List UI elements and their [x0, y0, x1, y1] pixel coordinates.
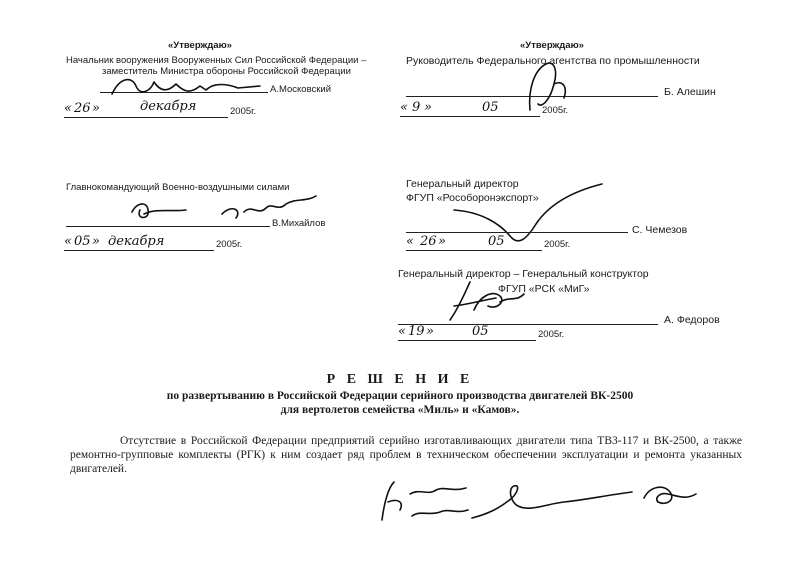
approver-position-line1: Генеральный директор: [406, 178, 519, 190]
approver-name: А. Федоров: [664, 314, 720, 326]
date-quote: »: [92, 234, 100, 249]
date-day: 26: [420, 234, 437, 249]
date-year: 2005г.: [542, 105, 569, 116]
date-day: 26: [74, 101, 91, 116]
signature-line: [406, 232, 628, 233]
date-quote: «: [406, 234, 414, 249]
approval-date: [398, 324, 598, 344]
signature-image: [468, 478, 638, 524]
date-month: 05: [472, 324, 489, 339]
approval-date: [64, 234, 284, 254]
signature-image: [640, 480, 700, 510]
approval-date: [64, 101, 264, 119]
approver-position-line2: ФГУП «Рособоронэкспорт»: [406, 192, 539, 204]
approver-name: В.Михайлов: [272, 218, 326, 229]
signature-line: [66, 226, 270, 227]
date-year: 2005г.: [544, 239, 571, 250]
approver-name: С. Чемезов: [632, 224, 688, 236]
approver-position: Руководитель Федерального агентства по промышленности: [406, 55, 700, 67]
date-day: 05: [74, 234, 91, 249]
approver-position: Главнокомандующий Военно-воздушными силами: [66, 182, 290, 193]
date-quote: »: [92, 101, 100, 116]
date-year: 2005г.: [230, 106, 257, 117]
date-day: 9: [412, 100, 421, 115]
date-quote: «: [400, 100, 408, 115]
signature-image: [440, 276, 530, 326]
approver-position-line1: Генеральный директор – Генеральный конструктор: [398, 268, 649, 280]
decision-subtitle-line1: по развертыванию в Российской Федерации серийного производства двигателей ВК-2500: [166, 390, 634, 402]
date-quote: «: [64, 101, 72, 116]
approval-heading: «Утверждаю»: [168, 40, 232, 51]
signature-image: [110, 72, 270, 102]
approver-name: Б. Алешин: [664, 86, 716, 98]
approver-position-line2: ФГУП «РСК «МиГ»: [498, 283, 590, 295]
date-month: 05: [488, 234, 505, 249]
approval-date: [406, 234, 606, 254]
date-quote: «: [64, 234, 72, 249]
approval-heading: «Утверждаю»: [520, 40, 584, 51]
date-quote: »: [438, 234, 446, 249]
date-quote: »: [424, 100, 432, 115]
date-day: 19: [408, 324, 425, 339]
decision-title: Р Е Ш Е Н И Е: [326, 372, 474, 387]
date-year: 2005г.: [538, 329, 565, 340]
date-year: 2005г.: [216, 239, 243, 250]
date-month: 05: [482, 100, 499, 115]
approver-position-line2: заместитель Министра обороны Российской Федерации: [102, 66, 351, 77]
date-month: декабря: [140, 99, 197, 114]
decision-subtitle-line2: для вертолетов семейства «Миль» и «Камов».: [280, 404, 520, 416]
decision-paragraph: Отсутствие в Российской Федерации предприятий серийно изготавливающих двигатели типа ТВ3-117 и ВК-2500, а также ремонтно-групповые комплекты (РГК) к ним создает ряд проблем в техническом обеспечении эксплуатации и ремонта указанных двигателей.: [70, 435, 742, 475]
date-quote: »: [426, 324, 434, 339]
approver-name: А.Московский: [270, 84, 332, 95]
initials-signature-image: [376, 476, 476, 526]
date-quote: «: [398, 324, 406, 339]
approval-date: [400, 100, 600, 118]
date-month: декабря: [108, 234, 165, 249]
approver-position-line1: Начальник вооружения Вооруженных Сил Российской Федерации –: [66, 55, 367, 66]
